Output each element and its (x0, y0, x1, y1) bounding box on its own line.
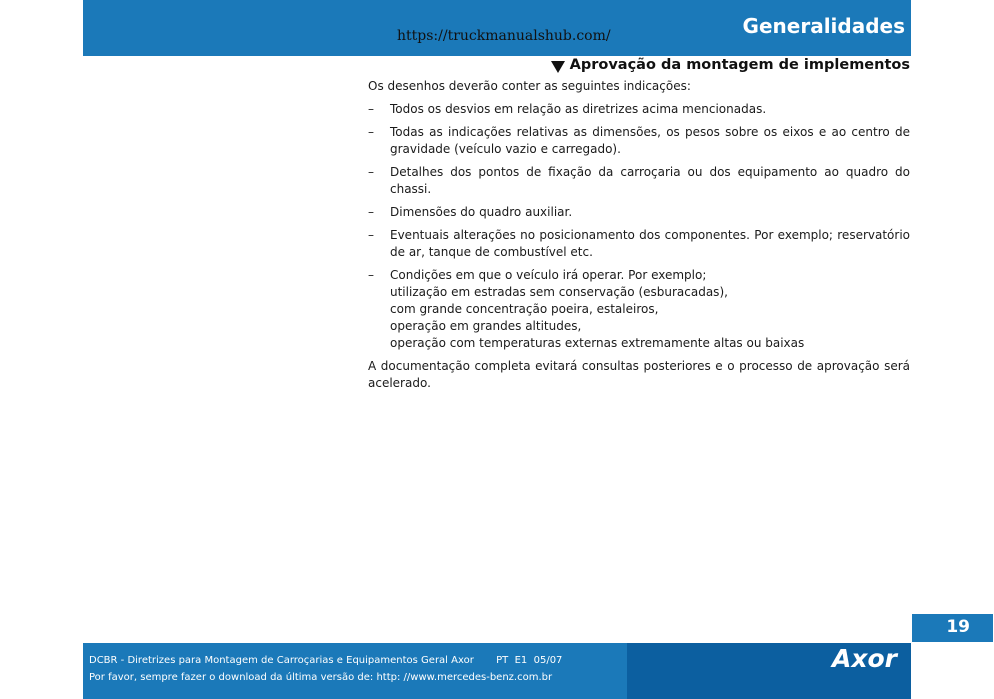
list-item (368, 227, 910, 261)
model-name: Axor (832, 644, 897, 673)
list-item-line: Condições em que o veículo irá operar. Por exemplo; (390, 268, 707, 282)
closing-paragraph: A documentação completa evitará consultas posteriores e o processo de aprovação será acelerado. (368, 359, 910, 390)
list-item (368, 164, 910, 198)
list-item-line: operação em grandes altitudes, (390, 319, 582, 333)
footer-info (83, 643, 627, 699)
list-item (368, 101, 910, 118)
list-item-line: utilização em estradas sem conservação (esburacadas), (390, 285, 728, 299)
chapter-title: Generalidades (742, 14, 905, 38)
dash-bullet: – (368, 205, 374, 219)
requirements-list (368, 101, 910, 352)
content-body (368, 78, 910, 392)
list-item (368, 124, 910, 158)
section-heading-text: Aprovação da montagem de implementos (569, 56, 910, 73)
dash-bullet: – (368, 268, 374, 282)
dash-bullet: – (368, 228, 374, 242)
list-item-line: operação com temperaturas externas extremamente altas ou baixas (390, 336, 805, 350)
footer-document-title: DCBR - Diretrizes para Montagem de Carroçarias e Equipamentos Geral Axor PT E1 05/07 (89, 655, 563, 666)
list-item-text: Eventuais alterações no posicionamento dos componentes. Por exemplo; reservatório de ar, tanque de combustível etc. (390, 228, 910, 259)
list-item-text: Detalhes dos pontos de fixação da carroçaria ou dos equipamento ao quadro do chassi. (390, 165, 910, 196)
page-number: 19 (946, 617, 970, 637)
footer-model-panel (627, 643, 911, 699)
page-number-box (912, 614, 993, 642)
list-item-text: Todas as indicações relativas as dimensões, os pesos sobre os eixos e ao centro de gravidade (veículo vazio e carregado). (390, 125, 910, 156)
watermark-link[interactable]: https://truckmanualshub.com/ (397, 28, 611, 44)
intro-paragraph: Os desenhos deverão conter as seguintes indicações: (368, 79, 691, 93)
dash-bullet: – (368, 125, 374, 139)
section-heading (551, 56, 910, 73)
dash-bullet: – (368, 102, 374, 116)
list-item-text: Dimensões do quadro auxiliar. (390, 205, 573, 219)
list-item-line: com grande concentração poeira, estaleiros, (390, 302, 659, 316)
footer-download-note: Por favor, sempre fazer o download da última versão de: http: //www.mercedes-benz.com.br (89, 672, 553, 683)
list-item-text: Todos os desvios em relação as diretrizes acima mencionadas. (390, 102, 767, 116)
list-item (368, 267, 910, 352)
triangle-down-icon (551, 61, 565, 73)
list-item (368, 204, 910, 221)
dash-bullet: – (368, 165, 374, 179)
